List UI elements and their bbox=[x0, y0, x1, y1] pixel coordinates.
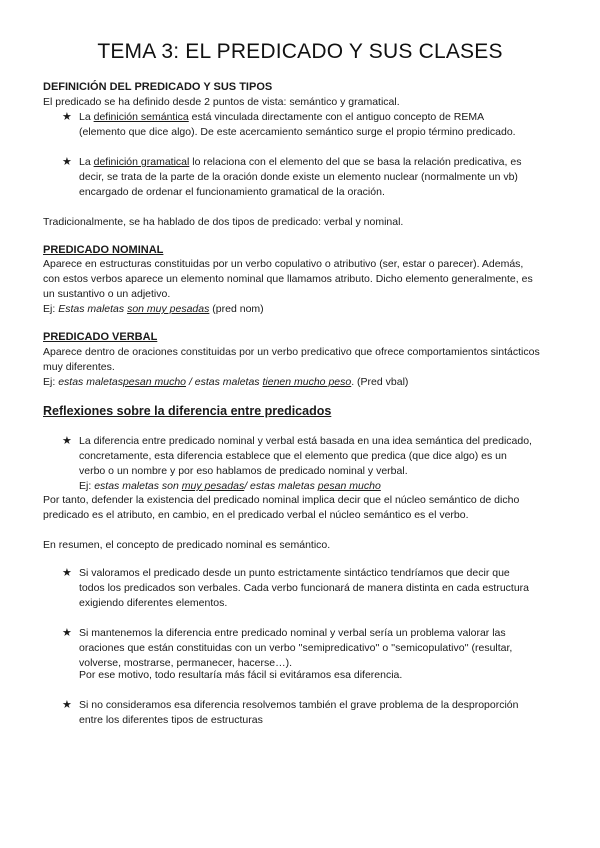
bullet-text: Si mantenemos la diferencia entre predicado nominal y verbal sería un problema valorar las oraciones que están constituidas con un verbo ''semipredicativo'' o ''semicopulativo'' (resultar, volverse, mostrarse, permanecer, hacerse…). bbox=[79, 627, 513, 669]
example-text: estas maletas bbox=[250, 480, 315, 492]
bullet-reflexion-4 bbox=[62, 698, 532, 728]
example-tag: (pred nom) bbox=[212, 303, 264, 315]
section-heading-definicion: DEFINICIÓN DEL PREDICADO Y SUS TIPOS bbox=[43, 81, 273, 93]
bullet-text-pre: La bbox=[79, 111, 94, 123]
paragraph-verbal: Aparece dentro de oraciones constituidas por un verbo predicativo que ofrece comportamientos sintácticos muy diferentes. bbox=[43, 346, 540, 373]
bullet-reflexion-3 bbox=[62, 626, 532, 671]
example-text: Estas maletas bbox=[58, 303, 125, 315]
example-underlined: tienen mucho peso bbox=[262, 376, 352, 388]
paragraph-nominal: Aparece en estructuras constituidas por un verbo copulativo o atributivo (ser, estar o parecer). Además, con estos verbos aparece un elemento nominal que llamamos atributo. Dicho elemento generalmente, es un sustantivo o un adjetivo. bbox=[43, 258, 533, 300]
paragraph-intro: El predicado se ha definido desde 2 puntos de vista: semántico y gramatical. bbox=[43, 96, 400, 108]
bullet-definicion-gramatical bbox=[62, 155, 532, 200]
star-icon: ★ bbox=[62, 156, 72, 168]
term-definicion-gramatical: definición gramatical bbox=[93, 156, 190, 168]
paragraph-en-resumen: En resumen, el concepto de predicado nominal es semántico. bbox=[43, 539, 331, 551]
section-heading-reflexiones: Reflexiones sobre la diferencia entre predicados bbox=[43, 404, 332, 418]
bullet-definicion-semantica bbox=[62, 110, 532, 140]
example-separator: / bbox=[188, 376, 192, 388]
page-title: TEMA 3: EL PREDICADO Y SUS CLASES bbox=[97, 40, 503, 63]
example-underlined: pesan mucho bbox=[317, 480, 381, 492]
example-label: Ej: bbox=[43, 303, 56, 315]
star-icon: ★ bbox=[62, 435, 72, 447]
example-text: estas maletas bbox=[194, 376, 260, 388]
bullet-text: Si no consideramos esa diferencia resolvemos también el grave problema de la desproporción entre los diferentes tipos de estructuras bbox=[79, 699, 519, 726]
bullet-reflexion-1 bbox=[62, 434, 532, 479]
example-reflexion bbox=[79, 479, 381, 494]
star-icon: ★ bbox=[62, 567, 72, 579]
paragraph-por-tanto: Por tanto, defender la existencia del predicado nominal implica decir que el núcleo semántico de dicho predicado es el atributo, en cambio, en el predicado verbal el núcleo semántico es el verbo. bbox=[43, 494, 520, 521]
example-separator: / bbox=[244, 480, 248, 492]
bullet-text: La diferencia entre predicado nominal y verbal está basada en una idea semántica del predicado, concretamente, esta diferencia establece que el elemento que predica (que dice algo) es un verbo o un nombre y por eso hablamos de predicado nominal y verbal. bbox=[79, 435, 532, 477]
example-nominal bbox=[43, 302, 543, 317]
bullet-text: está vinculada directamente con el antiguo concepto de REMA (elemento que dice algo). De este acercamiento semántico surge el propio término predicado. bbox=[79, 111, 516, 138]
example-label: Ej: bbox=[43, 376, 56, 388]
bullet-text: Si valoramos el predicado desde un punto estrictamente sintáctico tendríamos que decir que todos los predicados son verbales. Cada verbo funcionará de manera distinta en cada estructura exigiendo diferentes elementos. bbox=[79, 567, 530, 609]
section-heading-verbal: PREDICADO VERBAL bbox=[43, 331, 158, 343]
bullet-text-pre: La bbox=[79, 156, 94, 168]
star-icon: ★ bbox=[62, 699, 72, 711]
bullet-text: lo relaciona con el elemento del que se basa la relación predicativa, es decir, se trata de la parte de la oración donde existe un elemento nuclear (normalmente un vb) encargado de ordenar el funcionamiento gramatical de la oración. bbox=[79, 156, 522, 198]
example-text: estas maletas bbox=[58, 376, 123, 388]
example-tag: . (Pred vbal) bbox=[351, 376, 409, 388]
example-text: estas maletas son bbox=[94, 480, 179, 492]
section-heading-nominal: PREDICADO NOMINAL bbox=[43, 244, 164, 256]
example-underlined: pesan mucho bbox=[122, 376, 187, 388]
paragraph-por-ese-motivo: Por ese motivo, todo resultaría más fácil si evitáramos esa diferencia. bbox=[79, 669, 403, 681]
paragraph-tradicionalmente: Tradicionalmente, se ha hablado de dos tipos de predicado: verbal y nominal. bbox=[43, 216, 404, 228]
example-underlined: son muy pesadas bbox=[127, 303, 210, 315]
example-label: Ej: bbox=[79, 480, 92, 492]
bullet-reflexion-2 bbox=[62, 566, 532, 611]
star-icon: ★ bbox=[62, 627, 72, 639]
star-icon: ★ bbox=[62, 111, 72, 123]
example-underlined: muy pesadas bbox=[181, 480, 245, 492]
example-verbal bbox=[43, 375, 543, 390]
term-definicion-semantica: definición semántica bbox=[93, 111, 189, 123]
